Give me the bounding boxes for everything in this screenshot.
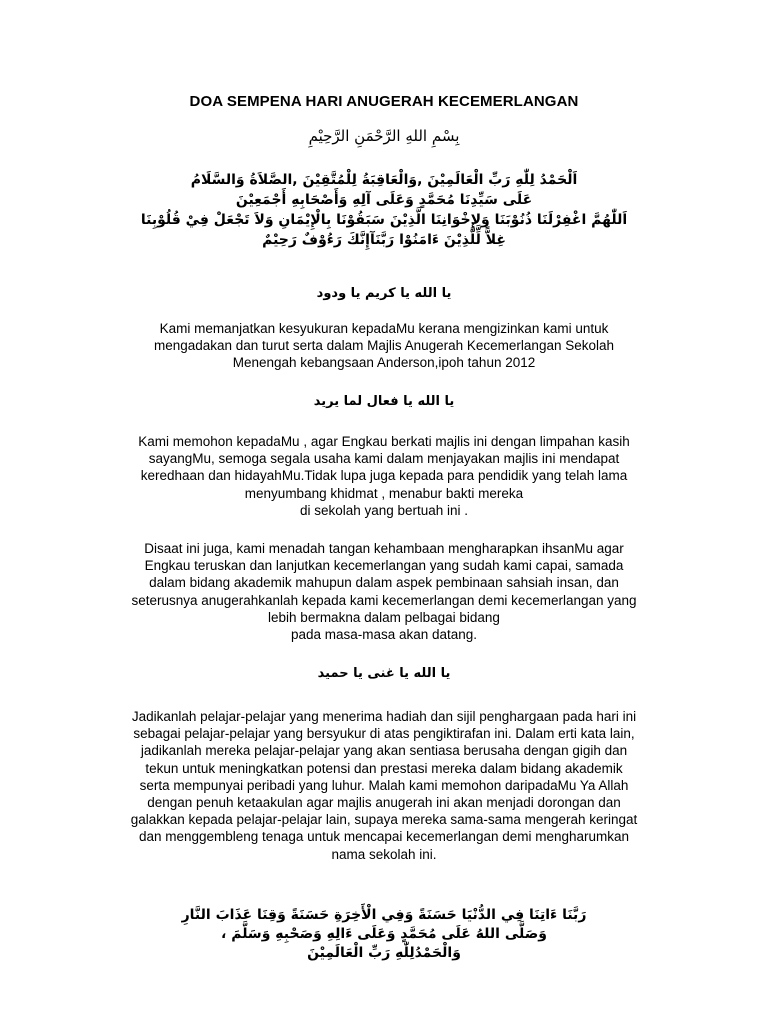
paragraph-line: di sekolah yang bertuah ini . xyxy=(299,502,469,518)
paragraph-line: Kami memohon kepadaMu , agar Engkau berkati majlis ini dengan limpahan kasih xyxy=(138,434,630,449)
section3-paragraph xyxy=(70,540,698,643)
paragraph-line: seterusnya anugerahkanlah kepada kami kecemerlangan demi kecemerlangan yang xyxy=(131,592,637,608)
paragraph-line: Menengah kebangsaan Anderson,ipoh tahun 2012 xyxy=(232,355,536,371)
closing-line: وَالْحَمْدُلِلّٰهِ رَبِّ الْعَالَمِيْنَ xyxy=(307,945,461,961)
section2-paragraph xyxy=(70,433,698,519)
paragraph-line: Engkau teruskan dan lanjutkan kecemerlangan yang sudah kami capai, samada xyxy=(144,558,624,574)
basmalah-line: بِسْمِ اللهِ الرَّحْمَنِ الرَّحِيْمِ xyxy=(308,127,460,145)
paragraph-line: dalam bidang akademik mahupun dalam aspek pembinaan sahsiah insan, dan xyxy=(149,575,619,591)
section4-heading: يا الله يا غنى يا حميد xyxy=(317,666,451,681)
paragraph-line: sebagai pelajar-pelajar yang bersyukur di atas pengiktirafan ini. Dalam erti kata lain, xyxy=(133,726,635,742)
paragraph-line: mengadakan dan turut serta dalam Majlis Anugerah Kecemerlangan Sekolah xyxy=(153,338,615,354)
paragraph-line: Jadikanlah pelajar-pelajar yang menerima hadiah dan sijil penghargaan pada hari ini xyxy=(131,709,637,724)
document-title: DOA SEMPENA HARI ANUGERAH KECEMERLANGAN xyxy=(189,93,579,110)
closing-line: وَصَلَّى اللهُ عَلَى مُحَمَّدٍ وَعَلَى ءَالِهِ وَصَحْبِهِ وَسَلَّمَ ، xyxy=(221,926,547,942)
paragraph-line: tekun untuk meningkatkan potensi dan prestasi mereka dalam bidang akademik xyxy=(145,760,623,776)
paragraph-line: dengan penuh ketaakulan agar majlis anugerah ini akan menjadi dorongan dan xyxy=(147,795,621,811)
paragraph-line: lebih bermakna dalam pelbagai bidang xyxy=(268,609,500,625)
basmalah xyxy=(60,127,708,145)
paragraph-line: jadikanlah mereka pelajar-pelajar yang akan sentiasa berusaha dengan gigih dan xyxy=(140,743,628,759)
paragraph-line: pada masa-masa akan datang. xyxy=(290,627,478,643)
paragraph-line: menyumbang khidmat , menabur bakti mereka xyxy=(244,485,524,501)
section1-paragraph xyxy=(70,320,698,372)
closing-prayer xyxy=(60,906,708,963)
opening-line: اَللّٰهُمَّ اغْفِرْلَنَا ذُنُوْبَنَا وَلِإِخْوَانِنَا الَّذِيْنَ سَبَقُوْنَا بِالْإِيْمَانِ وَلاَ تَجْعَلْ فِيْ قُلُوْبِنَا xyxy=(140,212,628,228)
paragraph-line: nama sekolah ini. xyxy=(331,846,437,862)
section2-heading: يا الله يا فعال لما يريد xyxy=(313,394,455,409)
opening-line: اَلْحَمْدُ لِلّٰهِ رَبِّ الْعَالَمِيْنَ ,وَالْعَاقِبَةُ لِلْمُتَّقِيْنَ ,الصَّلاَةُ وَالسَّلَامُ xyxy=(190,172,578,188)
paragraph-line: serta mempunyai peribadi yang luhur. Malah kami memohon daripadaMu Ya Allah xyxy=(139,777,629,793)
opening-line: غِلاًّ لِّلَّذِيْنَ ءَامَنُوْا رَبَّنَآإِنَّكَ رَءُوْفٌ رَحِيْمٌ xyxy=(262,232,506,248)
section1-heading: يا الله يا كريم يا ودود xyxy=(316,286,452,301)
opening-prayer xyxy=(60,170,708,250)
paragraph-line: keredhaan dan hidayahMu.Tidak lupa juga kepada para pendidik yang telah lama xyxy=(140,468,628,484)
paragraph-line: Disaat ini juga, kami menadah tangan kehambaan mengharapkan ihsanMu agar xyxy=(144,541,624,556)
paragraph-line: galakkan kepada pelajar-pelajar lain, supaya mereka sama-sama mengerah keringat xyxy=(130,812,638,828)
section4-paragraph xyxy=(70,708,698,863)
paragraph-line: Kami memanjatkan kesyukuran kepadaMu kerana mengizinkan kami untuk xyxy=(159,321,609,336)
closing-line: رَبَّنَا ءَاتِنَا فِي الدُّنْيَا حَسَنَةً وَفِي الْأَخِرَةِ حَسَنَةً وَقِنَا عَذَابَ النَّارِ xyxy=(181,907,587,923)
opening-line: عَلَى سَيِّدِنَا مُحَمَّدٍ وَعَلَى آلِهِ وَأَصْحَابِهِ أَجْمَعِيْنَ xyxy=(235,192,533,208)
paragraph-line: sayangMu, semoga segala usaha kami dalam menjayakan majlis ini mendapat xyxy=(148,451,620,467)
paragraph-line: dan menggembleng tenaga untuk mencapai kecemerlangan demi mengharumkan xyxy=(138,829,630,845)
